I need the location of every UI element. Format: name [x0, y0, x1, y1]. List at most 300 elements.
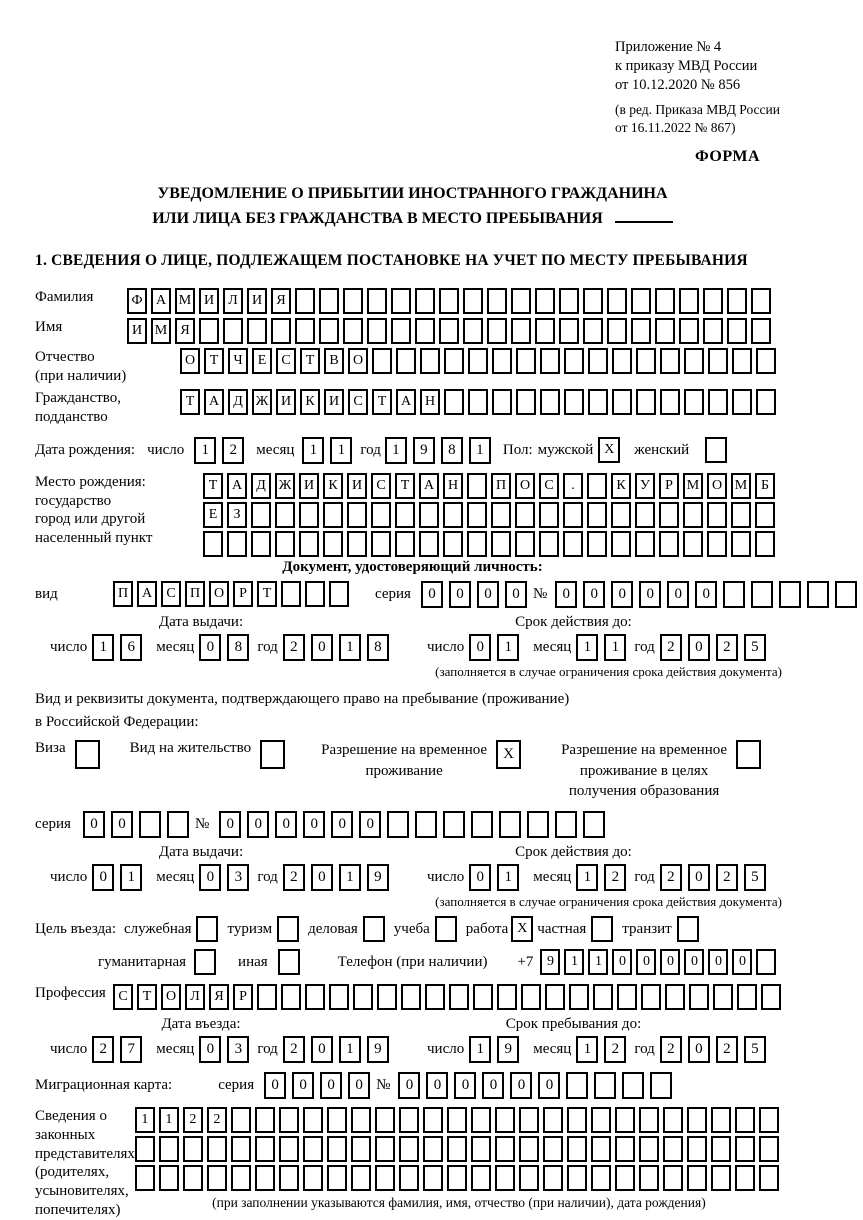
char-cell[interactable]: О	[515, 473, 535, 499]
char-cell[interactable]	[563, 531, 583, 557]
char-cell[interactable]: 0	[275, 811, 297, 838]
char-cell[interactable]: 1	[120, 864, 142, 891]
char-cell[interactable]: 2	[604, 1036, 626, 1063]
char-cell[interactable]: 3	[227, 1036, 249, 1063]
char-cell[interactable]	[516, 389, 536, 415]
char-cell[interactable]: 1	[564, 949, 584, 975]
char-cell[interactable]	[751, 581, 773, 608]
char-cell[interactable]	[471, 1165, 491, 1191]
char-cell[interactable]: 9	[367, 1036, 389, 1063]
char-cell[interactable]: 0	[348, 1072, 370, 1099]
char-cell[interactable]	[689, 984, 709, 1010]
char-cell[interactable]	[277, 916, 299, 942]
char-cell[interactable]	[487, 288, 507, 314]
char-cell[interactable]: С	[539, 473, 559, 499]
char-cell[interactable]: 2	[283, 634, 305, 661]
char-cell[interactable]	[351, 1136, 371, 1162]
char-cell[interactable]: 5	[744, 864, 766, 891]
char-cell[interactable]	[275, 502, 295, 528]
char-cell[interactable]: 0	[684, 949, 704, 975]
char-cell[interactable]	[591, 916, 613, 942]
char-cell[interactable]: 2	[716, 1036, 738, 1063]
char-cell[interactable]	[473, 984, 493, 1010]
char-cell[interactable]	[636, 389, 656, 415]
char-cell[interactable]	[707, 502, 727, 528]
char-cell[interactable]	[737, 984, 757, 1010]
char-cell[interactable]	[593, 984, 613, 1010]
char-cell[interactable]	[611, 531, 631, 557]
char-cell[interactable]	[735, 1165, 755, 1191]
char-cell[interactable]	[423, 1107, 443, 1133]
char-cell[interactable]	[519, 1136, 539, 1162]
char-cell[interactable]: 0	[398, 1072, 420, 1099]
char-cell[interactable]	[487, 318, 507, 344]
char-cell[interactable]	[521, 984, 541, 1010]
char-cell[interactable]	[660, 389, 680, 415]
char-cell[interactable]	[377, 984, 397, 1010]
char-cell[interactable]	[735, 1136, 755, 1162]
char-cell[interactable]: 0	[426, 1072, 448, 1099]
char-cell[interactable]	[684, 348, 704, 374]
char-cell[interactable]	[591, 1136, 611, 1162]
char-cell[interactable]: 0	[421, 581, 443, 608]
char-cell[interactable]: 2	[716, 634, 738, 661]
char-cell[interactable]: 1	[135, 1107, 155, 1133]
char-cell[interactable]	[516, 348, 536, 374]
char-cell[interactable]: 0	[311, 1036, 333, 1063]
char-cell[interactable]	[371, 531, 391, 557]
char-cell[interactable]: 0	[83, 811, 105, 838]
char-cell[interactable]	[491, 531, 511, 557]
char-cell[interactable]: 0	[555, 581, 577, 608]
char-cell[interactable]: 1	[576, 864, 598, 891]
char-cell[interactable]	[683, 502, 703, 528]
char-cell[interactable]: И	[324, 389, 344, 415]
char-cell[interactable]	[468, 389, 488, 415]
char-cell[interactable]	[329, 984, 349, 1010]
char-cell[interactable]	[203, 531, 223, 557]
char-cell[interactable]	[679, 318, 699, 344]
char-cell[interactable]	[444, 348, 464, 374]
char-cell[interactable]: А	[227, 473, 247, 499]
char-cell[interactable]	[607, 288, 627, 314]
char-cell[interactable]	[467, 473, 487, 499]
char-cell[interactable]	[351, 1107, 371, 1133]
char-cell[interactable]	[543, 1107, 563, 1133]
char-cell[interactable]	[622, 1072, 644, 1099]
char-cell[interactable]	[492, 348, 512, 374]
char-cell[interactable]: 0	[688, 864, 710, 891]
char-cell[interactable]	[761, 984, 781, 1010]
char-cell[interactable]: К	[300, 389, 320, 415]
char-cell[interactable]: И	[199, 288, 219, 314]
char-cell[interactable]	[687, 1107, 707, 1133]
char-cell[interactable]	[612, 389, 632, 415]
char-cell[interactable]	[281, 581, 301, 607]
char-cell[interactable]	[684, 389, 704, 415]
char-cell[interactable]	[539, 502, 559, 528]
char-cell[interactable]	[227, 531, 247, 557]
char-cell[interactable]: 0	[667, 581, 689, 608]
char-cell[interactable]: О	[180, 348, 200, 374]
char-cell[interactable]	[611, 502, 631, 528]
char-cell[interactable]	[305, 581, 325, 607]
char-cell[interactable]: 0	[612, 949, 632, 975]
char-cell[interactable]	[396, 348, 416, 374]
char-cell[interactable]	[275, 531, 295, 557]
char-cell[interactable]	[75, 740, 100, 769]
char-cell[interactable]	[543, 1136, 563, 1162]
char-cell[interactable]	[415, 811, 437, 838]
char-cell[interactable]: Д	[251, 473, 271, 499]
char-cell[interactable]	[711, 1165, 731, 1191]
char-cell[interactable]	[327, 1165, 347, 1191]
char-cell[interactable]	[511, 318, 531, 344]
char-cell[interactable]: 2	[660, 864, 682, 891]
char-cell[interactable]	[594, 1072, 616, 1099]
char-cell[interactable]	[807, 581, 829, 608]
char-cell[interactable]	[663, 1136, 683, 1162]
char-cell[interactable]: А	[396, 389, 416, 415]
char-cell[interactable]	[343, 318, 363, 344]
char-cell[interactable]: Р	[233, 581, 253, 607]
char-cell[interactable]	[659, 531, 679, 557]
char-cell[interactable]	[305, 984, 325, 1010]
char-cell[interactable]: 2	[183, 1107, 203, 1133]
char-cell[interactable]: С	[161, 581, 181, 607]
char-cell[interactable]	[255, 1136, 275, 1162]
char-cell[interactable]	[559, 288, 579, 314]
char-cell[interactable]: 0	[303, 811, 325, 838]
char-cell[interactable]	[327, 1136, 347, 1162]
char-cell[interactable]	[539, 531, 559, 557]
char-cell[interactable]: 0	[538, 1072, 560, 1099]
char-cell[interactable]: X	[496, 740, 521, 769]
char-cell[interactable]	[271, 318, 291, 344]
char-cell[interactable]	[711, 1107, 731, 1133]
char-cell[interactable]: П	[491, 473, 511, 499]
char-cell[interactable]	[463, 288, 483, 314]
char-cell[interactable]: П	[113, 581, 133, 607]
char-cell[interactable]: 9	[413, 437, 435, 464]
char-cell[interactable]	[756, 949, 776, 975]
char-cell[interactable]	[491, 502, 511, 528]
char-cell[interactable]: И	[276, 389, 296, 415]
char-cell[interactable]	[323, 531, 343, 557]
char-cell[interactable]: 1	[302, 437, 324, 464]
char-cell[interactable]	[363, 916, 385, 942]
char-cell[interactable]	[279, 1136, 299, 1162]
char-cell[interactable]	[281, 984, 301, 1010]
char-cell[interactable]: 2	[207, 1107, 227, 1133]
char-cell[interactable]	[463, 318, 483, 344]
char-cell[interactable]	[569, 984, 589, 1010]
char-cell[interactable]	[563, 502, 583, 528]
char-cell[interactable]: 0	[611, 581, 633, 608]
char-cell[interactable]	[279, 1165, 299, 1191]
char-cell[interactable]: 8	[367, 634, 389, 661]
char-cell[interactable]: 1	[469, 1036, 491, 1063]
char-cell[interactable]: 0	[688, 1036, 710, 1063]
char-cell[interactable]	[515, 531, 535, 557]
char-cell[interactable]	[495, 1136, 515, 1162]
char-cell[interactable]: Я	[271, 288, 291, 314]
char-cell[interactable]	[615, 1165, 635, 1191]
char-cell[interactable]: 2	[92, 1036, 114, 1063]
char-cell[interactable]: 2	[660, 1036, 682, 1063]
char-cell[interactable]	[295, 288, 315, 314]
char-cell[interactable]: Д	[228, 389, 248, 415]
char-cell[interactable]	[731, 502, 751, 528]
char-cell[interactable]	[708, 348, 728, 374]
char-cell[interactable]: 8	[441, 437, 463, 464]
char-cell[interactable]	[732, 348, 752, 374]
char-cell[interactable]: 5	[744, 1036, 766, 1063]
char-cell[interactable]: 2	[222, 437, 244, 464]
char-cell[interactable]	[183, 1136, 203, 1162]
char-cell[interactable]	[391, 318, 411, 344]
char-cell[interactable]	[231, 1136, 251, 1162]
char-cell[interactable]: П	[185, 581, 205, 607]
char-cell[interactable]	[387, 811, 409, 838]
char-cell[interactable]	[415, 318, 435, 344]
char-cell[interactable]	[260, 740, 285, 769]
char-cell[interactable]: С	[113, 984, 133, 1010]
char-cell[interactable]	[677, 916, 699, 942]
char-cell[interactable]	[663, 1165, 683, 1191]
char-cell[interactable]: А	[151, 288, 171, 314]
char-cell[interactable]	[835, 581, 857, 608]
char-cell[interactable]	[591, 1165, 611, 1191]
char-cell[interactable]	[679, 288, 699, 314]
char-cell[interactable]: 0	[449, 581, 471, 608]
char-cell[interactable]	[295, 318, 315, 344]
char-cell[interactable]: С	[276, 348, 296, 374]
char-cell[interactable]: С	[371, 473, 391, 499]
char-cell[interactable]	[329, 581, 349, 607]
char-cell[interactable]	[567, 1107, 587, 1133]
char-cell[interactable]	[495, 1165, 515, 1191]
char-cell[interactable]	[199, 318, 219, 344]
char-cell[interactable]	[519, 1165, 539, 1191]
char-cell[interactable]: М	[683, 473, 703, 499]
char-cell[interactable]	[492, 389, 512, 415]
char-cell[interactable]: 2	[660, 634, 682, 661]
char-cell[interactable]: Р	[659, 473, 679, 499]
char-cell[interactable]	[303, 1165, 323, 1191]
char-cell[interactable]	[736, 740, 761, 769]
char-cell[interactable]	[540, 389, 560, 415]
char-cell[interactable]: О	[348, 348, 368, 374]
char-cell[interactable]: 1	[92, 634, 114, 661]
char-cell[interactable]: 0	[636, 949, 656, 975]
char-cell[interactable]	[755, 502, 775, 528]
char-cell[interactable]	[587, 531, 607, 557]
char-cell[interactable]: 9	[367, 864, 389, 891]
char-cell[interactable]	[447, 1136, 467, 1162]
char-cell[interactable]: Т	[300, 348, 320, 374]
char-cell[interactable]	[347, 502, 367, 528]
char-cell[interactable]: 9	[497, 1036, 519, 1063]
char-cell[interactable]	[713, 984, 733, 1010]
char-cell[interactable]	[756, 389, 776, 415]
char-cell[interactable]: 5	[744, 634, 766, 661]
char-cell[interactable]	[279, 1107, 299, 1133]
char-cell[interactable]: 1	[339, 1036, 361, 1063]
char-cell[interactable]	[583, 288, 603, 314]
char-cell[interactable]	[401, 984, 421, 1010]
char-cell[interactable]: 0	[311, 634, 333, 661]
char-cell[interactable]	[425, 984, 445, 1010]
char-cell[interactable]: 0	[111, 811, 133, 838]
char-cell[interactable]: 0	[469, 634, 491, 661]
char-cell[interactable]: С	[348, 389, 368, 415]
char-cell[interactable]	[447, 1107, 467, 1133]
char-cell[interactable]	[751, 318, 771, 344]
char-cell[interactable]: К	[323, 473, 343, 499]
char-cell[interactable]: 0	[708, 949, 728, 975]
char-cell[interactable]	[251, 531, 271, 557]
char-cell[interactable]	[631, 288, 651, 314]
char-cell[interactable]: З	[227, 502, 247, 528]
char-cell[interactable]: 0	[311, 864, 333, 891]
char-cell[interactable]	[135, 1136, 155, 1162]
char-cell[interactable]: И	[347, 473, 367, 499]
char-cell[interactable]	[687, 1165, 707, 1191]
char-cell[interactable]: 1	[497, 864, 519, 891]
char-cell[interactable]	[471, 811, 493, 838]
char-cell[interactable]	[495, 1107, 515, 1133]
char-cell[interactable]: 1	[604, 634, 626, 661]
char-cell[interactable]: В	[324, 348, 344, 374]
char-cell[interactable]	[665, 984, 685, 1010]
char-cell[interactable]: 0	[331, 811, 353, 838]
char-cell[interactable]: Н	[443, 473, 463, 499]
char-cell[interactable]	[367, 288, 387, 314]
char-cell[interactable]	[223, 318, 243, 344]
char-cell[interactable]: О	[161, 984, 181, 1010]
char-cell[interactable]	[423, 1165, 443, 1191]
char-cell[interactable]	[231, 1165, 251, 1191]
char-cell[interactable]	[255, 1165, 275, 1191]
char-cell[interactable]	[435, 916, 457, 942]
char-cell[interactable]	[703, 318, 723, 344]
char-cell[interactable]	[617, 984, 637, 1010]
char-cell[interactable]: К	[611, 473, 631, 499]
char-cell[interactable]	[756, 348, 776, 374]
char-cell[interactable]	[395, 531, 415, 557]
char-cell[interactable]: 0	[320, 1072, 342, 1099]
char-cell[interactable]	[467, 531, 487, 557]
char-cell[interactable]	[257, 984, 277, 1010]
char-cell[interactable]: 0	[359, 811, 381, 838]
char-cell[interactable]: Е	[203, 502, 223, 528]
char-cell[interactable]: Ч	[228, 348, 248, 374]
char-cell[interactable]: Л	[223, 288, 243, 314]
char-cell[interactable]: 2	[283, 864, 305, 891]
char-cell[interactable]	[543, 1165, 563, 1191]
char-cell[interactable]	[639, 1165, 659, 1191]
char-cell[interactable]: 0	[732, 949, 752, 975]
char-cell[interactable]	[631, 318, 651, 344]
char-cell[interactable]	[420, 348, 440, 374]
char-cell[interactable]	[343, 288, 363, 314]
char-cell[interactable]: 0	[247, 811, 269, 838]
char-cell[interactable]	[415, 288, 435, 314]
char-cell[interactable]: А	[204, 389, 224, 415]
char-cell[interactable]	[731, 531, 751, 557]
char-cell[interactable]	[735, 1107, 755, 1133]
char-cell[interactable]: Т	[395, 473, 415, 499]
char-cell[interactable]	[159, 1165, 179, 1191]
char-cell[interactable]	[615, 1107, 635, 1133]
char-cell[interactable]	[755, 531, 775, 557]
char-cell[interactable]: 1	[469, 437, 491, 464]
char-cell[interactable]: 0	[688, 634, 710, 661]
char-cell[interactable]: Я	[209, 984, 229, 1010]
char-cell[interactable]	[555, 811, 577, 838]
char-cell[interactable]	[207, 1165, 227, 1191]
char-cell[interactable]: О	[707, 473, 727, 499]
char-cell[interactable]: 0	[639, 581, 661, 608]
char-cell[interactable]	[139, 811, 161, 838]
char-cell[interactable]	[707, 531, 727, 557]
char-cell[interactable]	[723, 581, 745, 608]
char-cell[interactable]	[567, 1136, 587, 1162]
char-cell[interactable]	[497, 984, 517, 1010]
char-cell[interactable]	[391, 288, 411, 314]
char-cell[interactable]	[655, 318, 675, 344]
char-cell[interactable]: Ж	[275, 473, 295, 499]
char-cell[interactable]	[447, 1165, 467, 1191]
char-cell[interactable]	[527, 811, 549, 838]
char-cell[interactable]	[371, 502, 391, 528]
char-cell[interactable]	[299, 502, 319, 528]
char-cell[interactable]: 0	[199, 1036, 221, 1063]
char-cell[interactable]: 0	[292, 1072, 314, 1099]
char-cell[interactable]	[559, 318, 579, 344]
char-cell[interactable]	[399, 1136, 419, 1162]
char-cell[interactable]	[353, 984, 373, 1010]
char-cell[interactable]: 9	[540, 949, 560, 975]
char-cell[interactable]: А	[137, 581, 157, 607]
char-cell[interactable]: .	[563, 473, 583, 499]
char-cell[interactable]	[303, 1107, 323, 1133]
char-cell[interactable]	[705, 437, 727, 463]
char-cell[interactable]	[327, 1107, 347, 1133]
char-cell[interactable]: О	[209, 581, 229, 607]
char-cell[interactable]	[660, 348, 680, 374]
char-cell[interactable]: 0	[469, 864, 491, 891]
char-cell[interactable]	[535, 288, 555, 314]
char-cell[interactable]	[727, 318, 747, 344]
char-cell[interactable]	[639, 1136, 659, 1162]
char-cell[interactable]: М	[731, 473, 751, 499]
char-cell[interactable]	[449, 984, 469, 1010]
char-cell[interactable]	[196, 916, 218, 942]
char-cell[interactable]	[703, 288, 723, 314]
char-cell[interactable]: 0	[510, 1072, 532, 1099]
char-cell[interactable]	[251, 502, 271, 528]
char-cell[interactable]	[727, 288, 747, 314]
char-cell[interactable]: 1	[194, 437, 216, 464]
char-cell[interactable]: Ж	[252, 389, 272, 415]
char-cell[interactable]	[759, 1107, 779, 1133]
char-cell[interactable]: 0	[505, 581, 527, 608]
char-cell[interactable]	[759, 1136, 779, 1162]
char-cell[interactable]: А	[419, 473, 439, 499]
char-cell[interactable]	[468, 348, 488, 374]
